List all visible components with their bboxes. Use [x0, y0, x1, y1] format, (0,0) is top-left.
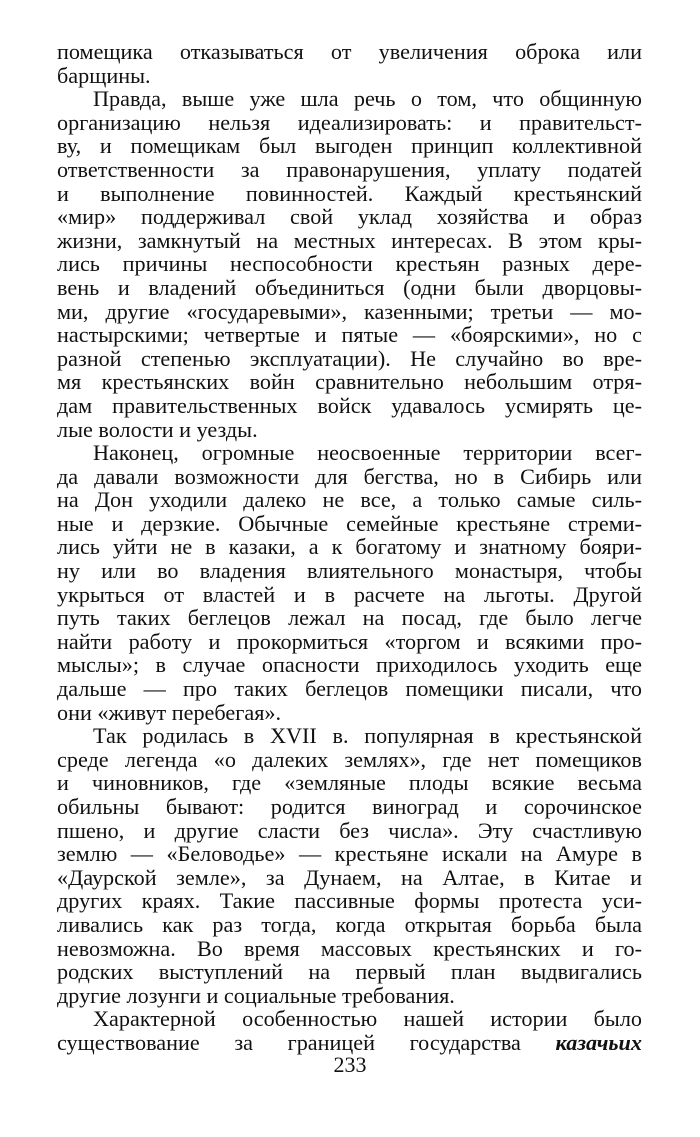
text-line: помещика отказываться от увеличения оброка или: [57, 39, 642, 64]
text-line: укрыться от властей и в расчете на льготы. Другой: [57, 581, 642, 607]
page-number: 233: [333, 1052, 367, 1077]
text-line: мыслы»; в случае опасности приходилось уходить еще: [57, 652, 642, 678]
text-line-start: существование за границей государства: [57, 1029, 521, 1055]
paragraph: [57, 724, 642, 1007]
text-line: другие лозунги и социальные требования.: [57, 982, 455, 1008]
text-line: да давали возможности для бегства, но в Сибирь или: [57, 463, 642, 489]
paragraph: [57, 40, 642, 87]
emphasized-term: казачьих: [555, 1029, 642, 1055]
text-line: путь таких беглецов лежал на посад, где было легче: [57, 605, 642, 631]
text-line: «мир» поддерживал свой уклад хозяйства и образ: [57, 204, 642, 230]
paragraph: [57, 87, 642, 441]
text-line: найти работу и прокормиться «торгом и всякими про-: [57, 628, 642, 654]
text-line: жизни, замкнутый на местных интересах. В этом кры-: [57, 227, 642, 253]
text-line: лые волости и уезды.: [57, 416, 258, 442]
text-line: ливались как раз тогда, когда открытая борьба была: [57, 911, 642, 937]
text-line: настырскими; четвертые и пятые — «боярскими», но с: [57, 322, 642, 348]
text-line: и чиновников, где «земляные плоды всякие весьма: [57, 770, 642, 796]
text-line: обильны бывают: родится виноград и сорочинское: [57, 794, 642, 819]
text-line: лись причины неспособности крестьян разных дере-: [57, 251, 642, 277]
text-line: ные и дерзкие. Обычные семейные крестьяне стреми-: [57, 510, 642, 536]
text-line: Наконец, огромные неосвоенные территории всег-: [93, 440, 642, 466]
text-line: дальше — про таких беглецов помещики писали, что: [57, 676, 642, 702]
text-line: организацию нельзя идеализировать: и правительст-: [57, 109, 642, 135]
text-line: мя крестьянских войн сравнительно небольшим отря-: [57, 369, 642, 395]
paragraph: [57, 441, 642, 724]
text-line: они «живут перебегая».: [57, 699, 282, 725]
text-line: дам правительственных войск удавалось усмирять це-: [57, 392, 642, 418]
text-line: других краях. Такие пассивные формы протеста уси-: [57, 888, 642, 914]
text-line: ву, и помещикам был выгоден принцип коллективной: [57, 133, 642, 159]
text-line: [57, 1031, 642, 1055]
body-text: [57, 40, 642, 1055]
text-line: ми, другие «государевыми», казенными; третьи — мо-: [57, 298, 642, 324]
text-line: ответственности за правонарушения, уплату податей: [57, 156, 642, 182]
text-line: Правда, выше уже шла речь о том, что общинную: [93, 86, 642, 112]
paragraph: [57, 1007, 642, 1054]
text-line: Характерной особенностью нашей истории было: [93, 1006, 642, 1032]
text-line: барщины.: [57, 62, 151, 88]
text-line: ну или во владения влиятельного монастыря, чтобы: [57, 558, 642, 584]
text-line: «Даурской земле», за Дунаем, на Алтае, в Китае и: [57, 864, 642, 890]
text-line: лись уйти не в казаки, а к богатому и знатному бояри-: [57, 534, 642, 560]
text-line: пшено, и другие сласти без числа». Эту счастливую: [57, 817, 642, 843]
text-line: родских выступлений на первый план выдвигались: [57, 959, 642, 985]
text-line: разной степенью эксплуатации). Не случайно во вре-: [57, 345, 642, 371]
text-line: землю — «Беловодье» — крестьяне искали на Амуре в: [57, 841, 642, 867]
text-line: и выполнение повинностей. Каждый крестьянский: [57, 180, 642, 206]
text-line: вень и владений объединиться (одни были дворцовы-: [57, 274, 642, 300]
text-line: невозможна. Во время массовых крестьянских и го-: [57, 935, 642, 961]
text-line: среде легенда «о далеких землях», где нет помещиков: [57, 746, 642, 772]
text-line: Так родилась в XVII в. популярная в крестьянской: [93, 723, 642, 749]
text-line: на Дон уходили далеко не все, а только самые силь-: [57, 487, 642, 513]
